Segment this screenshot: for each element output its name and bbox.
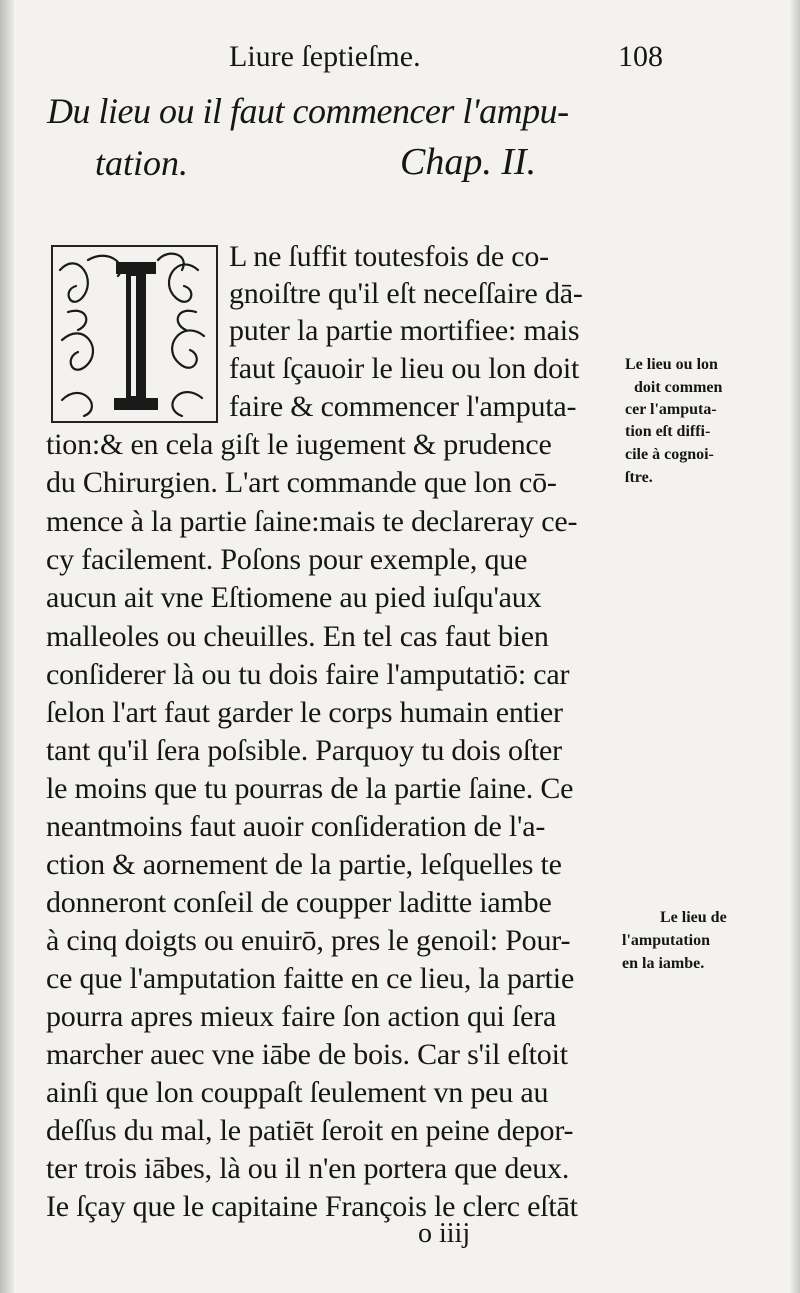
page-right-shadow: [790, 0, 800, 1293]
margin-note-line: ſtre.: [625, 469, 653, 486]
body-line: pourra apres mieux faire ſon action qui ſera: [46, 1000, 557, 1033]
body-line: ction & aornement de la partie, leſquelles te: [46, 848, 562, 881]
body-line: le moins que tu pourras de la partie ſaine. Ce: [46, 772, 574, 805]
margin-note-line: Le lieu ou lon: [625, 356, 718, 373]
body-line: ſelon l'art faut garder le corps humain entier: [46, 696, 563, 729]
body-line: marcher auec vne iābe de bois. Car s'il eſtoit: [46, 1038, 568, 1071]
body-line: neantmoins faut auoir conſideration de l'a-: [46, 810, 546, 843]
body-line: tion:& en cela giſt le iugement & prudence: [46, 428, 552, 461]
margin-note-line: cer l'amputa-: [625, 401, 717, 418]
body-line: mence à la partie ſaine:mais te declareray ce-: [46, 505, 578, 538]
body-line: donneront conſeil de coupper laditte iambe: [46, 886, 552, 919]
margin-note-line: en la iambe.: [622, 955, 705, 972]
body-line: conſiderer là ou tu dois faire l'amputatiō: car: [46, 658, 570, 691]
margin-note-line: Le lieu de: [660, 909, 727, 926]
body-line: L ne ſuffit toutesfois de co-: [229, 240, 549, 273]
body-line: cy facilement. Poſons pour exemple, que: [46, 543, 528, 576]
decorated-initial-i: [48, 240, 221, 426]
body-line: tant qu'il ſera poſsible. Parquoy tu dois oſter: [46, 734, 562, 767]
body-line: ter trois iābes, là ou il n'en portera que deux.: [46, 1152, 570, 1185]
body-line: faut ſçauoir le lieu ou lon doit: [229, 352, 580, 385]
body-line: ce que l'amputation faitte en ce lieu, la partie: [46, 962, 575, 995]
margin-note-line: tion eſt diffi-: [625, 423, 711, 440]
body-line: du Chirurgien. L'art commande que lon cō-: [46, 466, 557, 499]
body-line: deſſus du mal, le patiēt ſeroit en peine depor-: [46, 1114, 574, 1147]
body-line: gnoiſtre qu'il eſt neceſſaire dā-: [229, 277, 583, 310]
chapter-title-line-2: tation.: [95, 143, 189, 183]
ornament-initial-icon: [48, 240, 221, 426]
body-line: Ie ſçay que le capitaine François le clerc eſtāt: [46, 1190, 578, 1223]
running-head: Liure ſeptieſme.: [229, 40, 421, 73]
page-left-shadow: [0, 0, 14, 1293]
chapter-label: Chap. II.: [400, 141, 537, 183]
margin-note-line: l'amputation: [622, 932, 711, 949]
body-line: aucun ait vne Eſtiomene au pied iuſqu'aux: [46, 581, 542, 614]
page-number: 108: [618, 40, 663, 73]
body-line: à cinq doigts ou enuirō, pres le genoil: Pour-: [46, 924, 571, 957]
body-line: malleoles ou cheuilles. En tel cas faut bien: [46, 620, 549, 653]
chapter-title-line-1: Du lieu ou il faut commencer l'ampu-: [47, 91, 569, 131]
body-line: faire & commencer l'amputa-: [229, 390, 577, 423]
margin-note-line: doit commen: [634, 379, 723, 396]
signature-mark: o iiij: [418, 1218, 471, 1249]
margin-note-line: cile à cognoi-: [625, 446, 714, 463]
body-line: puter la partie mortifiee: mais: [229, 314, 580, 347]
body-line: ainſi que lon couppaſt ſeulement vn peu au: [46, 1076, 549, 1109]
